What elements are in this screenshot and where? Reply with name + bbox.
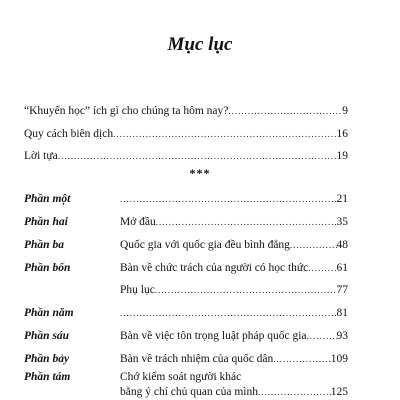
toc-page-number: 125 (330, 386, 348, 398)
toc-entry-part-8-continuation (24, 383, 348, 399)
toc-entry-title: Bàn về chức trách của người có học thức (120, 262, 309, 274)
leader-dots (258, 385, 331, 399)
toc-entry-title-line2: bằng ý chí chủ quan của mình (120, 386, 258, 398)
toc-entry-intro-2 (24, 125, 348, 141)
toc-entry-part-8 (24, 368, 348, 384)
toc-entry-title: Quy cách biên dịch (24, 128, 114, 140)
leader-dots (228, 104, 342, 118)
part-label: Phần một (24, 193, 71, 205)
toc-page-number: 16 (336, 128, 348, 140)
toc-entry-part-1 (24, 190, 348, 206)
toc-page-number: 81 (336, 307, 348, 319)
section-separator: *** (189, 166, 211, 180)
toc-entry-part-2 (24, 213, 348, 229)
toc-entry-title: Lời tựa (24, 150, 58, 162)
toc-entry-part-5 (24, 304, 348, 320)
toc-entry-title: Phụ lục (120, 284, 155, 296)
leader-dots (273, 352, 330, 366)
toc-entry-title: Bàn về việc tôn trọng luật pháp quốc gia (120, 330, 307, 342)
toc-page-number: 109 (330, 353, 348, 365)
toc-entry-part-3 (24, 236, 348, 252)
page-title: Mục lục (167, 34, 233, 55)
toc-entry-intro-1 (24, 102, 348, 118)
toc-entry-part-6 (24, 327, 348, 343)
part-label: Phần bảy (24, 353, 70, 365)
leader-dots (308, 261, 336, 275)
part-label: Phần ba (24, 239, 64, 251)
leader-dots (156, 215, 337, 229)
toc-entry-part-4 (24, 259, 348, 275)
part-label: Phần tám (24, 371, 71, 383)
leader-dots (155, 283, 337, 297)
toc-page-number: 77 (336, 284, 348, 296)
toc-page-number: 19 (336, 150, 348, 162)
toc-entry-part-7 (24, 350, 348, 366)
toc-entry-appendix (24, 281, 348, 297)
leader-dots (58, 149, 337, 163)
toc-entry-title: Quốc gia với quốc gia đều bình đẳng (120, 239, 290, 251)
toc-entry-title: Mở đầu (120, 216, 156, 228)
toc-page-number: 61 (336, 262, 348, 274)
leader-dots (113, 127, 336, 141)
toc-page-number: 35 (336, 216, 348, 228)
leader-dots (290, 238, 337, 252)
toc-entry-title: “Khuyến học” ích gì cho chúng ta hôm nay? (24, 105, 229, 117)
toc-page-number: 93 (336, 330, 348, 342)
leader-dots (120, 192, 337, 206)
part-label: Phần hai (24, 216, 68, 228)
toc-entry-intro-3 (24, 147, 348, 163)
leader-dots (307, 329, 337, 343)
leader-dots (120, 306, 337, 320)
toc-entry-title: Bàn về trách nhiệm của quốc dân (120, 353, 274, 365)
part-label: Phần sáu (24, 330, 70, 342)
toc-page-number: 21 (336, 193, 348, 205)
toc-page-number: 9 (342, 105, 348, 117)
part-label: Phần năm (24, 307, 74, 319)
toc-page-number: 48 (336, 239, 348, 251)
toc-entry-title: Chớ kiểm soát người khác (120, 371, 242, 383)
part-label: Phần bốn (24, 262, 71, 274)
